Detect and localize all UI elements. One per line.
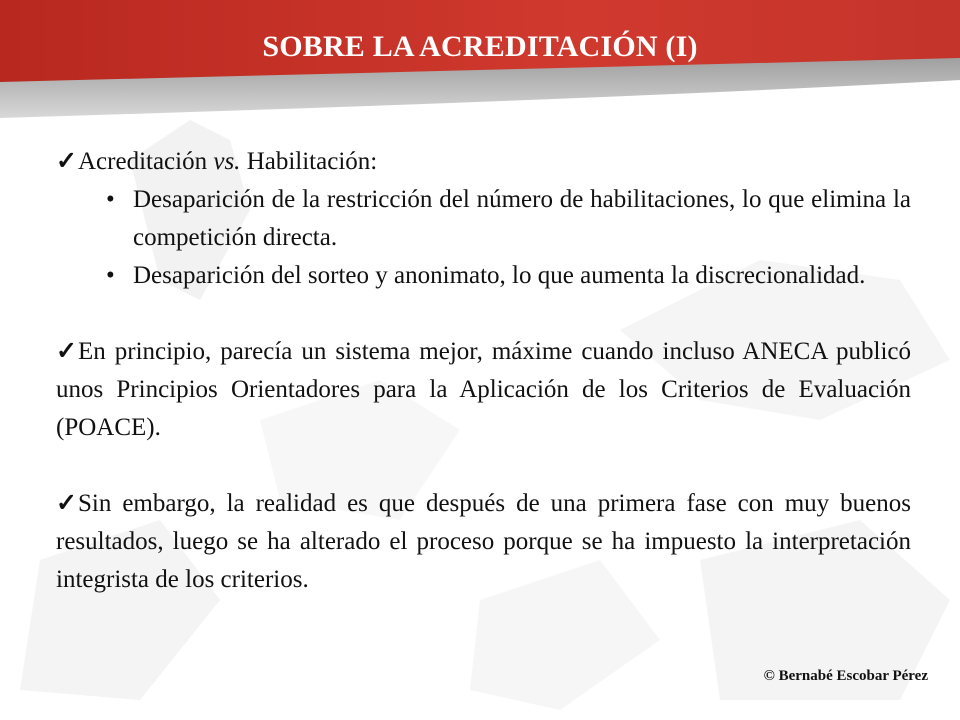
checkmark-icon: ✓ bbox=[56, 148, 77, 175]
bullet-item bbox=[56, 181, 911, 257]
bullet-item bbox=[56, 257, 911, 295]
paragraph-text: En principio, parecía un sistema mejor, máxime cuando incluso ANECA publicó unos Principios Orientadores para la Aplicación de los Criterios de Evaluación (POACE). bbox=[56, 338, 911, 441]
checkmark-icon: ✓ bbox=[56, 490, 77, 517]
bullet-text: Desaparición del sorteo y anonimato, lo que aumenta la discrecionalidad. bbox=[133, 262, 866, 289]
heading-text-pre: Acreditación bbox=[78, 148, 214, 175]
bullet-dot: • bbox=[106, 186, 115, 213]
section-heading bbox=[56, 143, 911, 181]
copyright-footer: © Bernabé Escobar Pérez bbox=[763, 668, 928, 684]
bullet-list bbox=[56, 181, 911, 295]
bullet-dot: • bbox=[106, 262, 115, 289]
slide-content bbox=[56, 143, 911, 599]
checkmark-icon: ✓ bbox=[56, 338, 77, 365]
bullet-text: Desaparición de la restricción del número de habilitaciones, lo que elimina la competición directa. bbox=[133, 186, 911, 251]
paragraph-principio bbox=[56, 333, 911, 447]
heading-text-italic: vs. bbox=[213, 148, 241, 175]
paragraph-text: Sin embargo, la realidad es que después de una primera fase con muy buenos resultados, luego se ha alterado el proceso porque se ha impuesto la interpretación integrista de los criterios. bbox=[56, 490, 911, 593]
heading-text-post: Habilitación: bbox=[240, 148, 378, 175]
paragraph-sin-embargo bbox=[56, 485, 911, 599]
slide-title: SOBRE LA ACREDITACIÓN (I) bbox=[262, 30, 698, 63]
